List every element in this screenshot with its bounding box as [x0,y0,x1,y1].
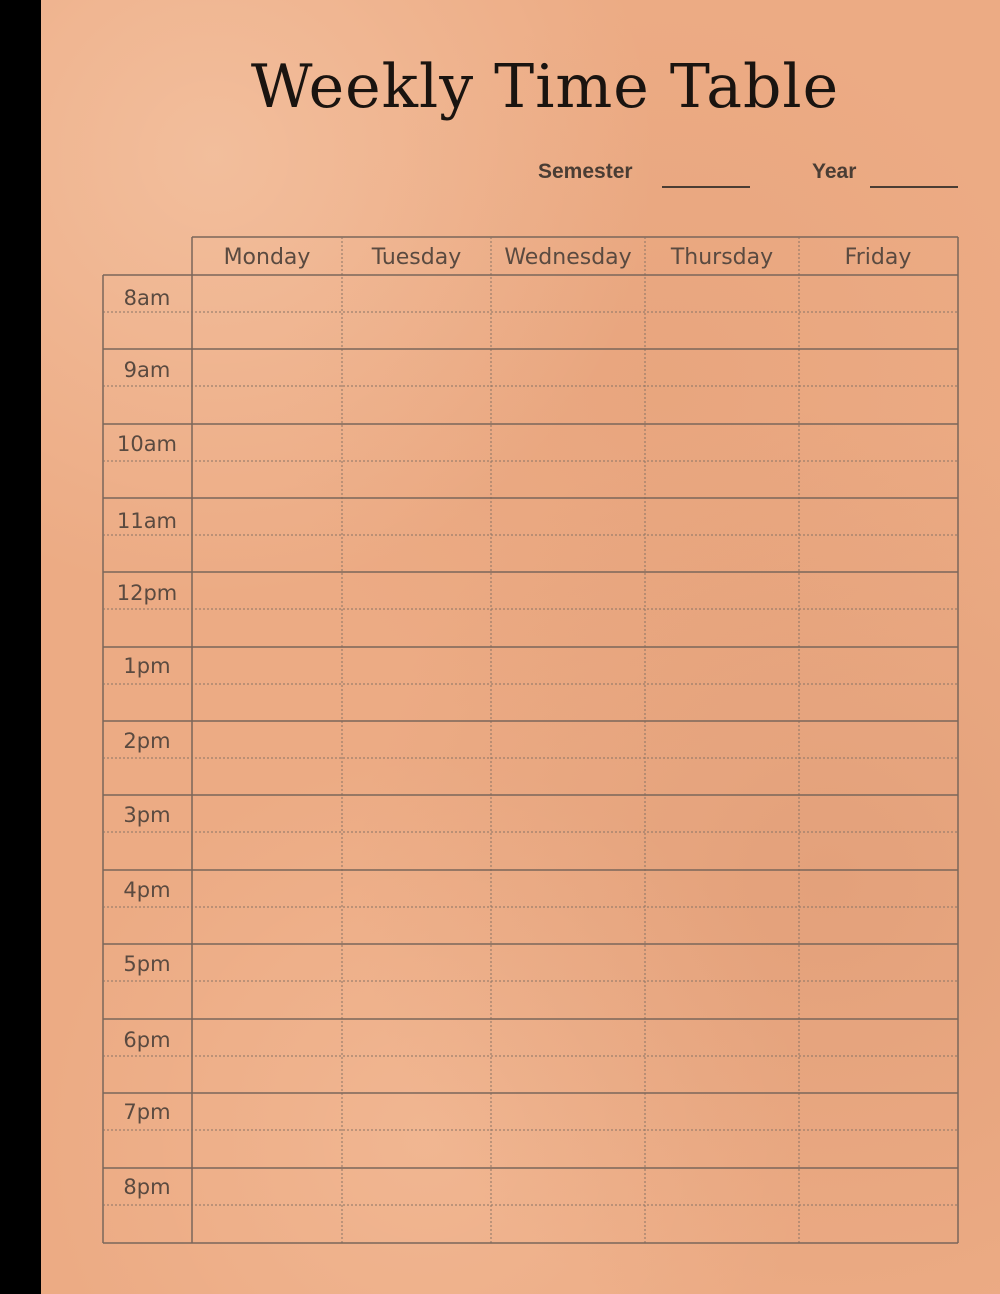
time-label-8am: 8am [123,286,171,310]
time-label-3pm: 3pm [123,803,171,827]
time-label-7pm: 7pm [123,1100,171,1124]
day-header-friday: Friday [844,245,912,270]
time-label-1pm: 1pm [123,654,171,678]
page-title: Weekly Time Table [250,52,840,122]
time-label-11am: 11am [116,509,178,533]
day-header-thursday: Thursday [670,245,774,270]
time-label-4pm: 4pm [123,878,171,902]
time-label-2pm: 2pm [123,729,171,753]
time-label-5pm: 5pm [123,952,171,976]
day-header-wednesday: Wednesday [504,245,632,270]
time-label-6pm: 6pm [123,1028,171,1052]
time-label-9am: 9am [123,358,171,382]
semester-field[interactable] [662,186,750,188]
time-label-10am: 10am [116,432,178,456]
day-header-monday: Monday [223,245,311,270]
year-label: Year [812,160,857,183]
time-label-8pm: 8pm [123,1175,171,1199]
year-field[interactable] [870,186,958,188]
time-label-12pm: 12pm [116,581,178,605]
day-header-tuesday: Tuesday [371,245,462,270]
semester-label: Semester [538,160,633,183]
